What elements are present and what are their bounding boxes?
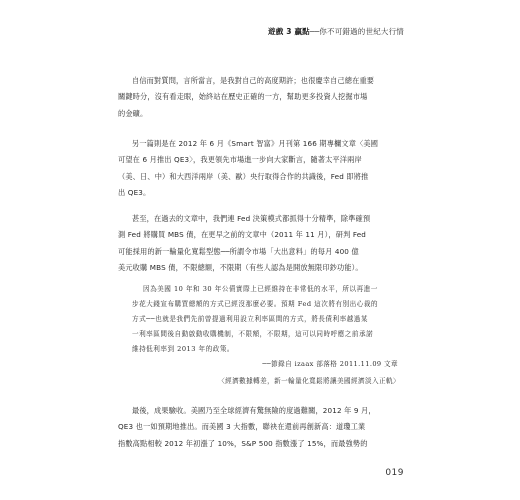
text-line: 甚至，在過去的文章中，我們連 Fed 決策模式都抓得十分精準，除準確預 bbox=[132, 214, 371, 223]
body-paragraph-2 bbox=[118, 136, 408, 201]
text-line: 測 Fed 將購買 MBS 債，在更早之前的文章中（2011 年 11 月），研判 Fed bbox=[118, 230, 367, 240]
text-line: 可望在 6 月推出 QE3〉，我更領先市場進一步向大家斷言，隨著太平洋兩岸 bbox=[118, 155, 362, 165]
body-paragraph-1 bbox=[118, 73, 408, 122]
text-line: （美、日、中）和大西洋兩岸（美、歐）央行取得合作的共識後，Fed 即將推 bbox=[118, 171, 369, 181]
text-line: 指數高點相較 2012 年初漲了 10%，S&P 500 指數漲了 15%，而最強勢的 bbox=[118, 438, 368, 448]
header-chapter: 遊戲 3 贏點 bbox=[268, 27, 310, 36]
quote-signature: ──節錄自 izaax 部落格 2011.11.09 文章 bbox=[262, 360, 398, 368]
body-paragraph-4 bbox=[118, 403, 408, 452]
text-line: 另一篇則是在 2012 年 6 月《Smart 智富》月刊第 166 期專欄文章〈美國 bbox=[132, 139, 379, 148]
text-line: 自信而對質問，言所當言，是我對自己的高度期許；也很慶幸自己總在重要 bbox=[132, 76, 375, 85]
quote-line: 步花大錢宣布購買總額的方式已經沒那麼必要。預期 Fed 這次將有別出心裁的 bbox=[132, 300, 379, 308]
text-line: QE3 也一如預期地推出。而美國 3 大指數，聯袂在還前再創新高：道瓊工業 bbox=[118, 422, 366, 432]
text-line: 關鍵時分，沒有看走眼，始終站在歷史正確的一方，幫助更多投資人挖掘市場 bbox=[118, 92, 368, 102]
quote-line: 因為美國 10 年和 30 年公債實際上已經維持在非常低的水平，所以再進一 bbox=[143, 285, 378, 293]
quote-line: 一利率區間後自動啟動收購機制，不限額，不限期，這可以同時呼應之前承諾 bbox=[132, 330, 374, 338]
text-line: 出 QE3。 bbox=[118, 187, 151, 197]
text-line: 的金礦。 bbox=[118, 108, 148, 118]
header-subtitle: ──你不可錯過的世紀大行情 bbox=[309, 27, 404, 36]
quote-reference-title: 〈經濟數據轉差，新一輪量化寬鬆將讓美國經濟淡入正軌〉 bbox=[218, 377, 400, 385]
page-number: 019 bbox=[385, 468, 404, 478]
quote-line: 維持低利率到 2013 年的政策。 bbox=[132, 345, 235, 353]
block-quote bbox=[132, 282, 398, 357]
body-paragraph-3 bbox=[118, 211, 408, 276]
text-line: 可能採用的新一輪量化寬鬆型態──所謂令市場「大出意料」的每月 400 億 bbox=[118, 246, 359, 256]
quote-line: 方式──也就是我們先前曾提過利用設立利率區間的方式，將長債利率越過某 bbox=[132, 315, 368, 323]
text-line: 最後，成果驗收。美國乃至全球經濟有驚無險的度過難關，2012 年 9 月， bbox=[132, 406, 376, 415]
text-line: 美元收購 MBS 債，不限總額，不限期（有些人認為是開放無限印鈔功能）。 bbox=[118, 262, 363, 272]
running-header bbox=[268, 26, 404, 37]
